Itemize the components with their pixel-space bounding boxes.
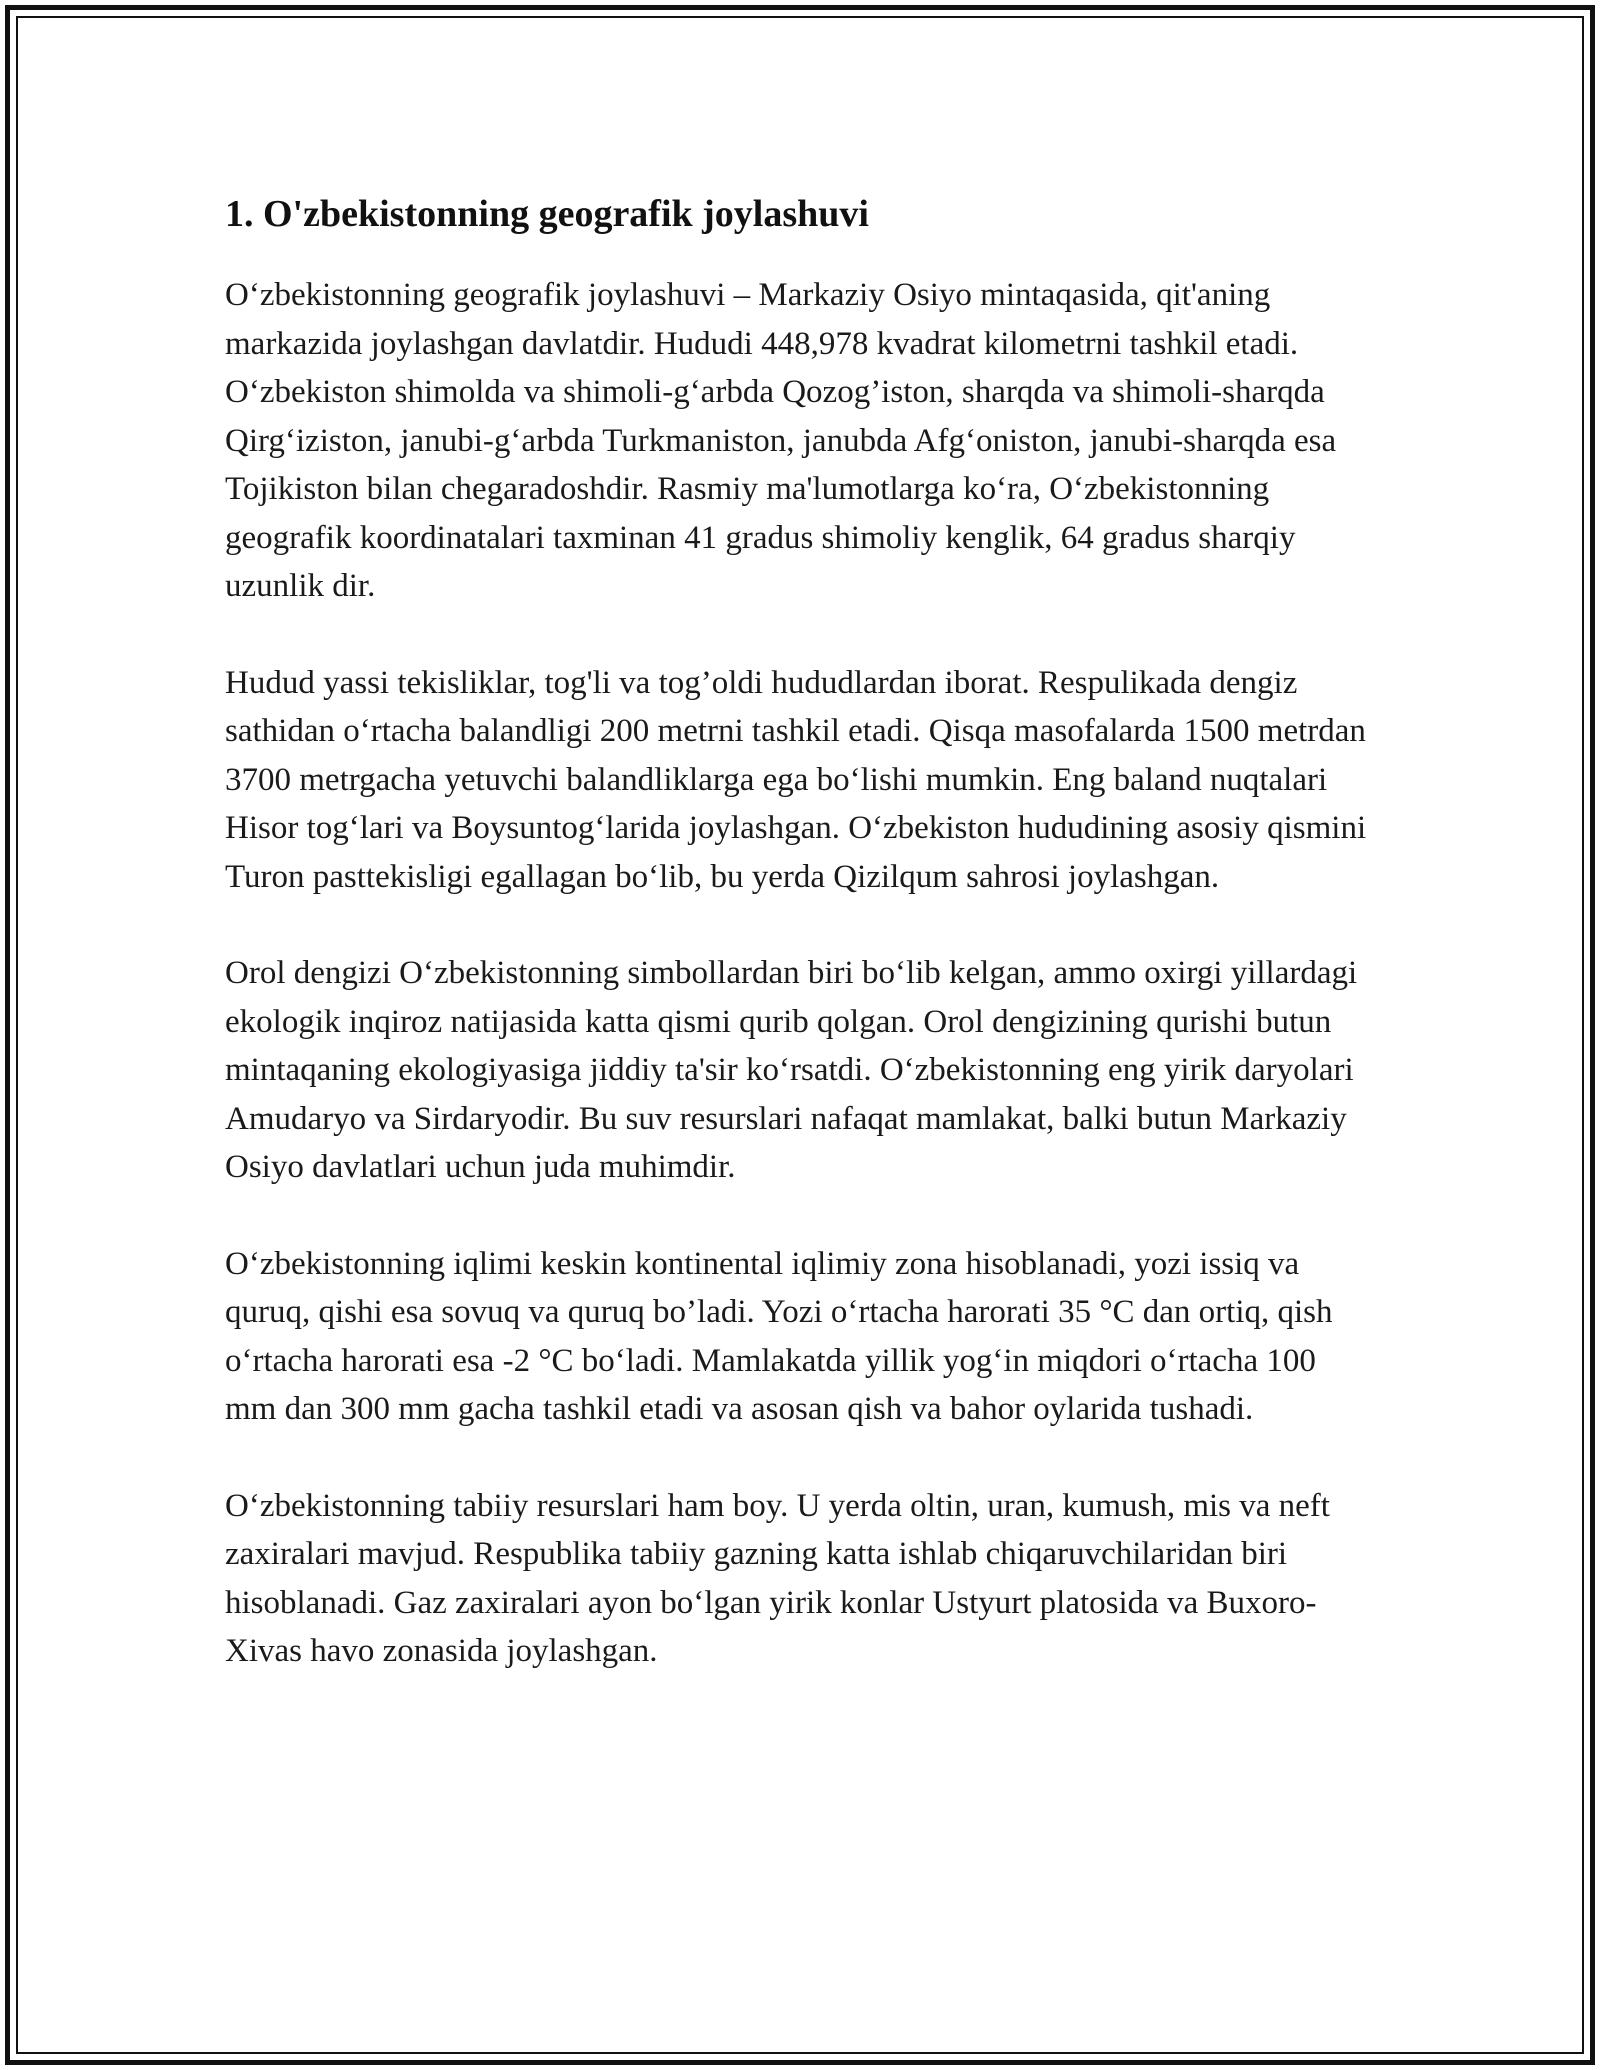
paragraph-climate: O‘zbekistonning iqlimi keskin kontinental iqlimiy zona hisoblanadi, yozi issiq va quruq, qishi esa sovuq va quruq bo’ladi. Yozi o‘rtacha harorati 35 °C dan ortiq, qish o‘rtacha harorati esa -2 °C bo‘ladi. Mamlakatda yillik yog‘in miqdori o‘rtacha 100 mm dan 300 mm gacha tashkil etadi va asosan qish va bahor oylarida tushadi. <box>225 1245 1333 1427</box>
paragraph-resources: O‘zbekistonning tabiiy resurslari ham boy. U yerda oltin, uran, kumush, mis va neft zaxiralari mavjud. Respublika tabiiy gazning katta ishlab chiqaruvchilaridan biri hisoblanadi. Gaz zaxiralari ayon bo‘lgan yirik konlar Ustyurt platosida va Buxoro-Xivas havo zonasida joylashgan. <box>225 1487 1330 1669</box>
paragraph-aral-sea: Orol dengizi O‘zbekistonning simbollardan biri bo‘lib kelgan, ammo oxirgi yillardagi ekologik inqiroz natijasida katta qismi qurib qolgan. Orol dengizining qurishi butun mintaqaning ekologiyasiga jiddiy ta'sir ko‘rsatdi. O‘zbekistonning eng yirik daryolari Amudaryo va Sirdaryodir. Bu suv resurslari nafaqat mamlakat, balki butun Markaziy Osiyo davlatlari uchun juda muhimdir. <box>225 955 1358 1185</box>
paragraph-relief: Hudud yassi tekisliklar, tog'li va tog’oldi hududlardan iborat. Respulikada dengiz sathidan o‘rtacha balandligi 200 metrni tashkil etadi. Qisqa masofalarda 1500 metrdan 3700 metrgacha yetuvchi balandliklarga ega bo‘lishi mumkin. Eng baland nuqtalari Hisor tog‘lari va Boysuntog‘larida joylashgan. O‘zbekiston hududining asosiy qismini Turon pasttekisligi egallagan bo‘lib, bu yerda Qizilqum sahrosi joylashgan. <box>225 664 1367 895</box>
document-title: 1. O'zbekistonning geografik joylashuvi <box>225 193 869 235</box>
paragraph-location: O‘zbekistonning geografik joylashuvi – Markaziy Osiyo mintaqasida, qit'aning markazida joylashgan davlatdir. Hududi 448,978 kvadrat kilometrni tashkil etadi. O‘zbekiston shimolda va shimoli-g‘arbda Qozog’iston, sharqda va shimoli-sharqda Qirg‘iziston, janubi-g‘arbda Turkmaniston, janubda Afg‘oniston, janubi-sharqda esa Tojikiston bilan chegaradoshdir. Rasmiy ma'lumotlarga ko‘ra, O‘zbekistonning geografik koordinatalari taxminan 41 gradus shimoliy kenglik, 64 gradus sharqiy uzunlik dir. <box>225 277 1337 604</box>
document-body <box>225 185 1370 1724</box>
